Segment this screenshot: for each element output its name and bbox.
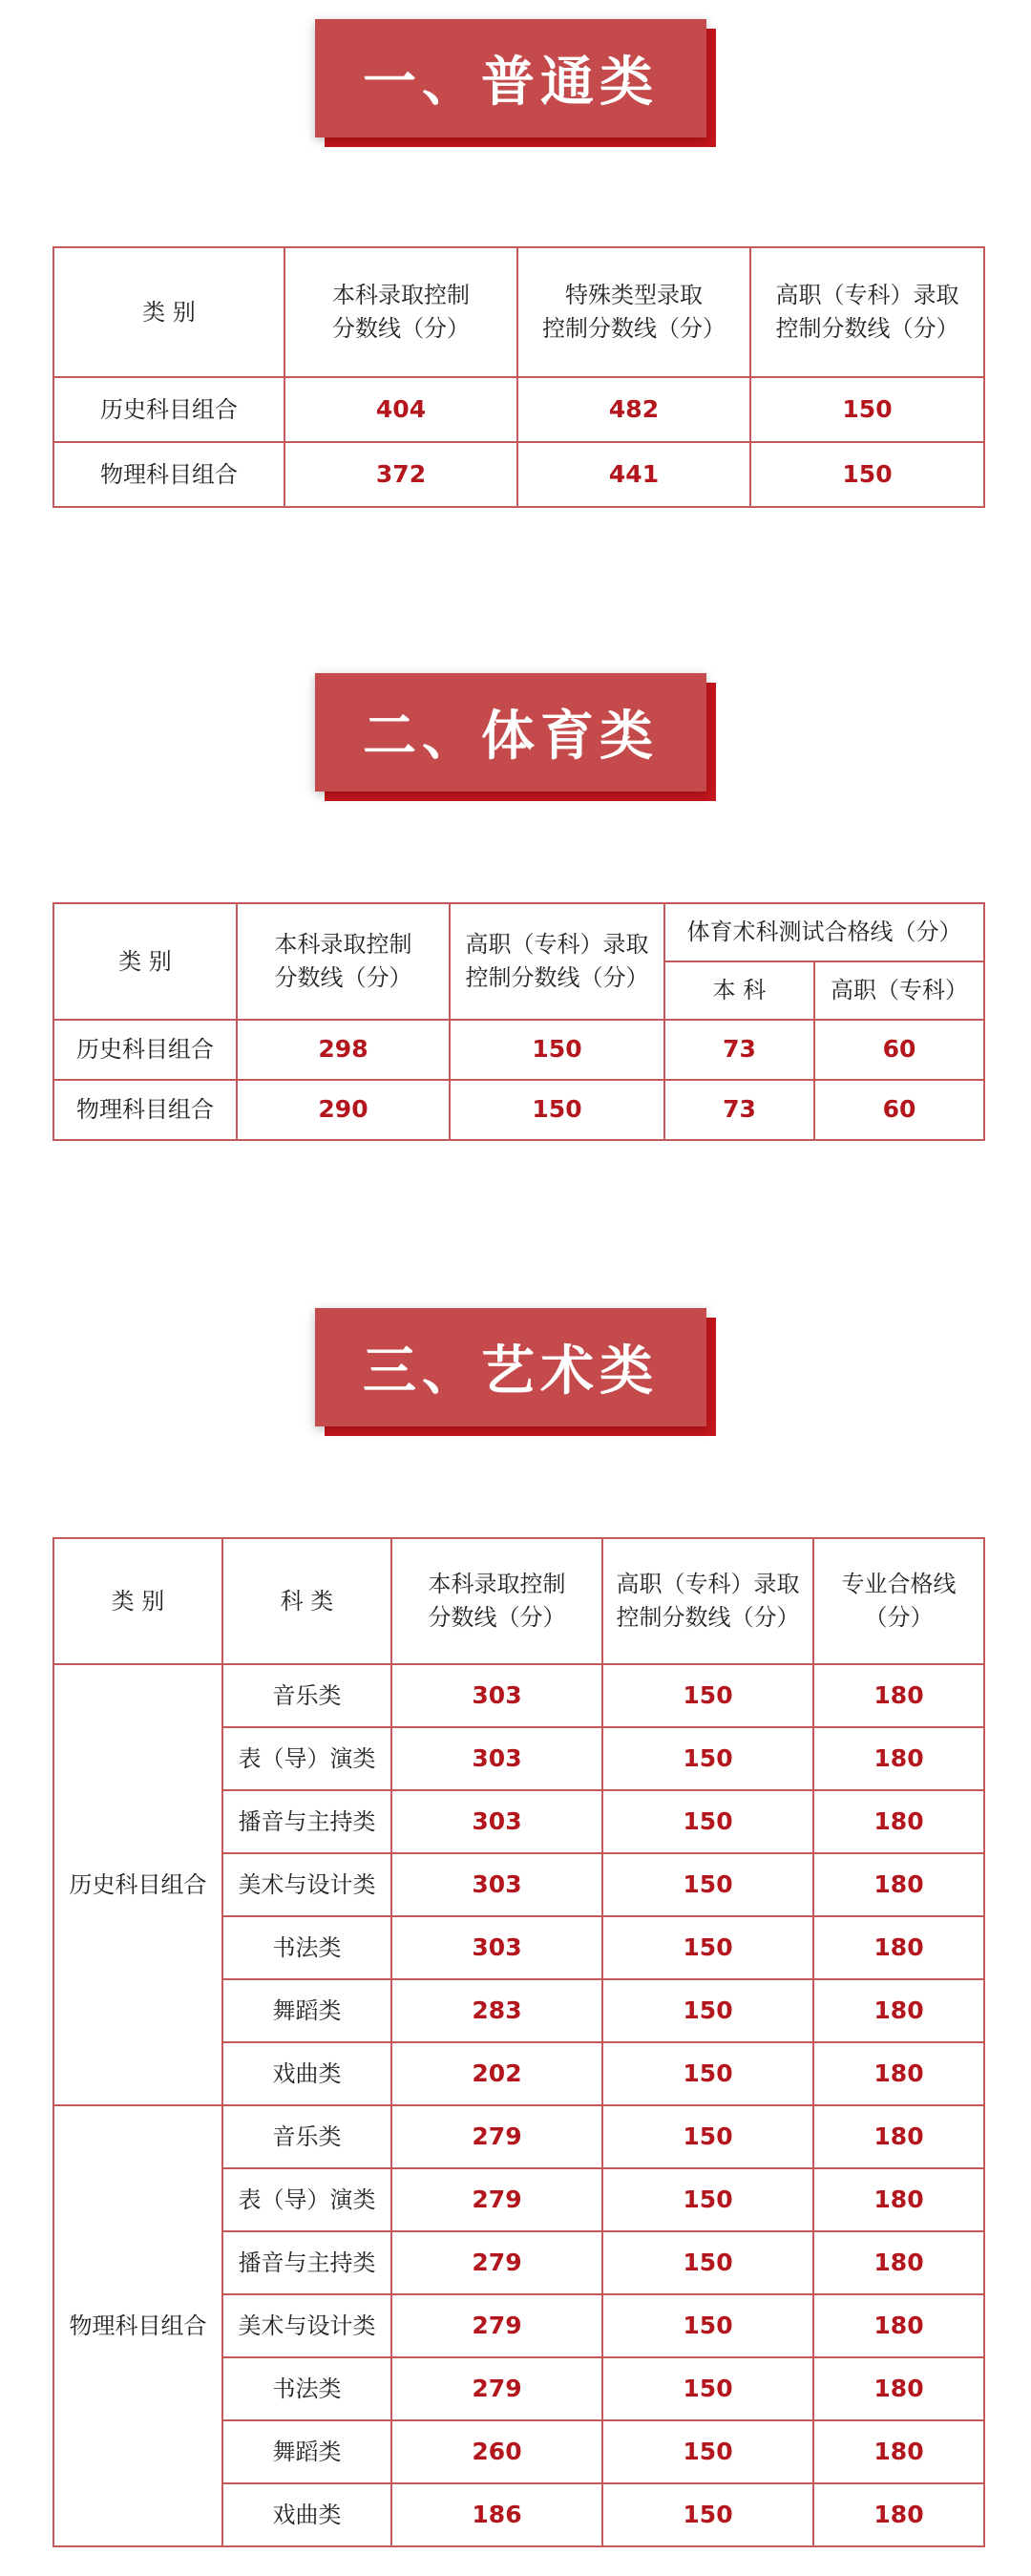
score-cell: 150 [602,1727,813,1790]
score-cell: 283 [391,1979,602,2042]
score-cell: 279 [391,2105,602,2168]
table-row [53,1664,984,1727]
row-category: 历史科目组合 [53,377,284,442]
subject-type-cell: 舞蹈类 [222,2420,391,2483]
score-cell: 180 [813,1727,984,1790]
table-header-row [53,1538,984,1664]
section-banner-arts [315,1308,706,1426]
subject-type-cell: 播音与主持类 [222,2231,391,2294]
score-cell: 279 [391,2294,602,2357]
table-header-row [53,903,984,961]
score-cell: 482 [517,377,750,442]
table-row [53,2105,984,2168]
score-cell: 73 [664,1080,814,1140]
subject-type-cell: 表（导）演类 [222,2168,391,2231]
subheader-undergrad: 本 科 [664,961,814,1020]
score-cell: 150 [602,1979,813,2042]
score-cell: 150 [450,1080,664,1140]
score-cell: 180 [813,1853,984,1916]
score-cell: 150 [602,2294,813,2357]
sports-score-table [53,902,985,1141]
row-category: 物理科目组合 [53,2105,222,2546]
subject-type-cell: 美术与设计类 [222,2294,391,2357]
score-cell: 372 [284,442,517,507]
score-cell: 150 [602,2231,813,2294]
header-subject-type: 科 类 [222,1538,391,1664]
table-row [53,1080,984,1140]
table-row [53,377,984,442]
score-cell: 180 [813,2105,984,2168]
score-cell: 279 [391,2357,602,2420]
section-banner-general [315,19,706,137]
row-category: 物理科目组合 [53,442,284,507]
header-vocational-line: 高职（专科）录取 控制分数线（分） [450,903,664,1020]
section-title: 三、艺术类 [363,1341,659,1403]
subject-type-cell: 书法类 [222,1916,391,1979]
section-banner-sports [315,673,706,792]
score-cell: 180 [813,2483,984,2546]
header-category: 类 别 [53,247,284,377]
score-cell: 73 [664,1020,814,1080]
header-undergrad-line: 本科录取控制 分数线（分） [391,1538,602,1664]
subject-type-cell: 播音与主持类 [222,1790,391,1853]
section-title: 二、体育类 [363,706,659,768]
section-title: 一、普通类 [363,52,659,114]
row-category: 历史科目组合 [53,1020,237,1080]
header-undergrad-line: 本科录取控制 分数线（分） [284,247,517,377]
score-cell: 202 [391,2042,602,2105]
score-cell: 279 [391,2231,602,2294]
subject-type-cell: 戏曲类 [222,2483,391,2546]
score-cell: 404 [284,377,517,442]
header-vocational-line: 高职（专科）录取 控制分数线（分） [602,1538,813,1664]
score-cell: 150 [602,2483,813,2546]
score-cell: 150 [602,2357,813,2420]
score-cell: 180 [813,1916,984,1979]
score-cell: 150 [750,442,984,507]
header-category: 类 别 [53,1538,222,1664]
score-cell: 60 [814,1080,984,1140]
score-cell: 150 [602,1916,813,1979]
row-category: 物理科目组合 [53,1080,237,1140]
score-cell: 298 [237,1020,450,1080]
score-cell: 441 [517,442,750,507]
score-cell: 150 [602,1664,813,1727]
score-cell: 150 [602,2168,813,2231]
subject-type-cell: 舞蹈类 [222,1979,391,2042]
subject-type-cell: 音乐类 [222,1664,391,1727]
score-cell: 186 [391,2483,602,2546]
score-cell: 303 [391,1853,602,1916]
score-cell: 303 [391,1664,602,1727]
subject-type-cell: 音乐类 [222,2105,391,2168]
score-cell: 180 [813,2231,984,2294]
score-cell: 303 [391,1790,602,1853]
header-sports-test-line: 体育术科测试合格线（分） [664,903,984,961]
score-cell: 150 [602,2042,813,2105]
table-row [53,442,984,507]
table-row [53,1020,984,1080]
subject-type-cell: 美术与设计类 [222,1853,391,1916]
subject-type-cell: 书法类 [222,2357,391,2420]
arts-score-table [53,1537,985,2547]
score-cell: 180 [813,2168,984,2231]
subject-type-cell: 表（导）演类 [222,1727,391,1790]
score-cell: 279 [391,2168,602,2231]
score-cell: 180 [813,1790,984,1853]
score-cell: 150 [602,2105,813,2168]
score-cell: 180 [813,1979,984,2042]
score-cell: 180 [813,2357,984,2420]
score-cell: 180 [813,2042,984,2105]
score-cell: 150 [450,1020,664,1080]
score-cell: 150 [750,377,984,442]
subject-type-cell: 戏曲类 [222,2042,391,2105]
row-category: 历史科目组合 [53,1664,222,2105]
score-cell: 150 [602,2420,813,2483]
score-cell: 180 [813,1664,984,1727]
score-cell: 150 [602,1790,813,1853]
subheader-vocational: 高职（专科） [814,961,984,1020]
score-cell: 180 [813,2420,984,2483]
score-cell: 303 [391,1916,602,1979]
score-cell: 180 [813,2294,984,2357]
score-cell: 290 [237,1080,450,1140]
general-score-table [53,246,985,508]
score-cell: 150 [602,1853,813,1916]
score-cell: 260 [391,2420,602,2483]
header-category: 类 别 [53,903,237,1020]
header-undergrad-line: 本科录取控制 分数线（分） [237,903,450,1020]
score-cell: 303 [391,1727,602,1790]
header-professional-line: 专业合格线 （分） [813,1538,984,1664]
table-header-row [53,247,984,377]
score-cell: 60 [814,1020,984,1080]
header-vocational-line: 高职（专科）录取 控制分数线（分） [750,247,984,377]
header-special-line: 特殊类型录取 控制分数线（分） [517,247,750,377]
